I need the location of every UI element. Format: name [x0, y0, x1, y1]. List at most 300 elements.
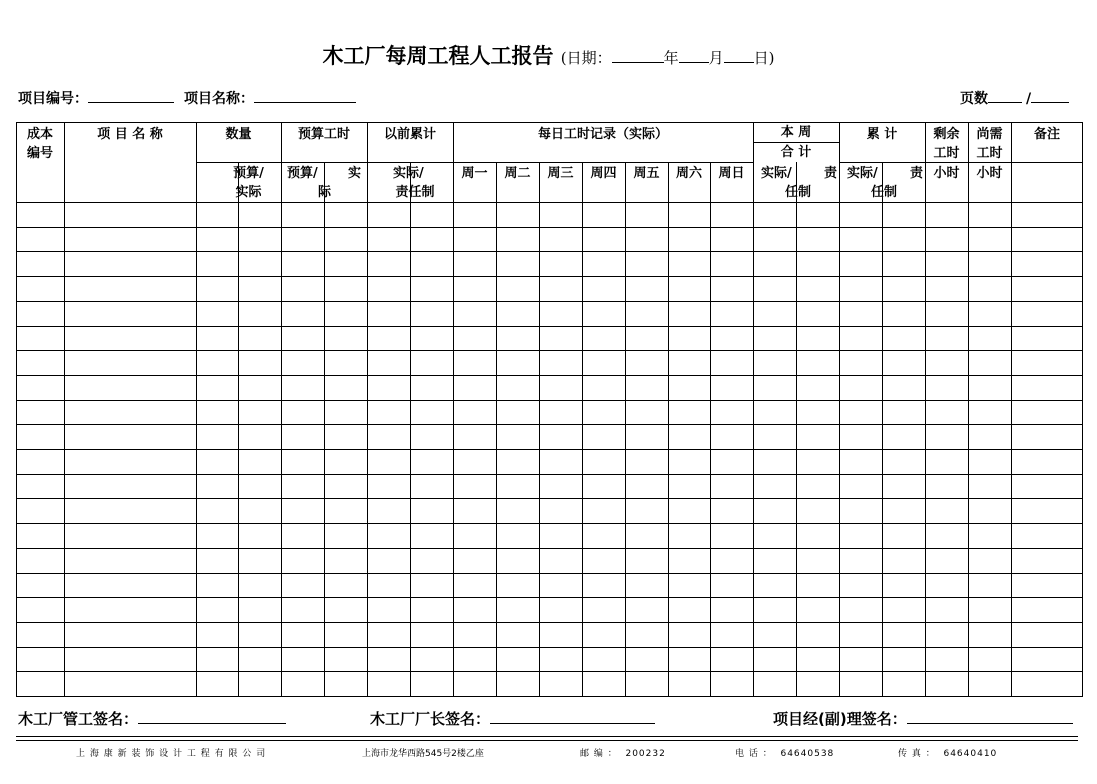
- table-cell[interactable]: [754, 351, 796, 375]
- table-cell[interactable]: [454, 203, 496, 227]
- table-cell[interactable]: [669, 425, 710, 449]
- table-cell[interactable]: [282, 574, 324, 598]
- table-cell[interactable]: [1012, 672, 1083, 696]
- table-cell[interactable]: [883, 672, 925, 696]
- table-cell[interactable]: [883, 252, 925, 276]
- table-cell[interactable]: [65, 524, 196, 548]
- table-cell[interactable]: [282, 499, 324, 523]
- table-cell[interactable]: [239, 549, 281, 573]
- table-cell[interactable]: [583, 598, 625, 622]
- table-cell[interactable]: [969, 401, 1011, 425]
- table-cell[interactable]: [197, 623, 238, 647]
- table-cell[interactable]: [282, 450, 324, 474]
- table-cell[interactable]: [969, 648, 1011, 672]
- table-cell[interactable]: [239, 302, 281, 326]
- table-cell[interactable]: [754, 327, 796, 351]
- table-cell[interactable]: [926, 672, 968, 696]
- table-cell[interactable]: [497, 252, 539, 276]
- table-cell[interactable]: [969, 425, 1011, 449]
- table-cell[interactable]: [17, 425, 64, 449]
- table-cell[interactable]: [797, 376, 839, 400]
- table-cell[interactable]: [497, 648, 539, 672]
- table-cell[interactable]: [583, 327, 625, 351]
- table-cell[interactable]: [669, 351, 710, 375]
- table-cell[interactable]: [368, 450, 410, 474]
- table-cell[interactable]: [540, 598, 582, 622]
- project-no-field[interactable]: [88, 88, 174, 103]
- table-cell[interactable]: [1012, 425, 1083, 449]
- table-cell[interactable]: [454, 648, 496, 672]
- table-cell[interactable]: [368, 351, 410, 375]
- table-cell[interactable]: [669, 302, 710, 326]
- table-cell[interactable]: [282, 425, 324, 449]
- table-cell[interactable]: [540, 327, 582, 351]
- table-cell[interactable]: [454, 499, 496, 523]
- table-cell[interactable]: [197, 524, 238, 548]
- table-cell[interactable]: [840, 203, 882, 227]
- table-cell[interactable]: [626, 672, 668, 696]
- table-cell[interactable]: [626, 327, 668, 351]
- table-cell[interactable]: [239, 277, 281, 301]
- table-cell[interactable]: [926, 648, 968, 672]
- table-cell[interactable]: [497, 376, 539, 400]
- table-cell[interactable]: [65, 598, 196, 622]
- table-cell[interactable]: [711, 574, 753, 598]
- table-cell[interactable]: [65, 574, 196, 598]
- table-cell[interactable]: [583, 203, 625, 227]
- table-cell[interactable]: [754, 623, 796, 647]
- page-total-field[interactable]: [1031, 88, 1069, 103]
- table-cell[interactable]: [65, 203, 196, 227]
- table-cell[interactable]: [282, 252, 324, 276]
- table-cell[interactable]: [17, 376, 64, 400]
- table-cell[interactable]: [969, 228, 1011, 252]
- table-cell[interactable]: [497, 425, 539, 449]
- table-cell[interactable]: [197, 475, 238, 499]
- table-cell[interactable]: [65, 672, 196, 696]
- table-cell[interactable]: [325, 351, 367, 375]
- table-cell[interactable]: [926, 549, 968, 573]
- table-cell[interactable]: [711, 549, 753, 573]
- table-cell[interactable]: [197, 450, 238, 474]
- table-cell[interactable]: [325, 228, 367, 252]
- table-cell[interactable]: [17, 549, 64, 573]
- table-cell[interactable]: [17, 475, 64, 499]
- table-cell[interactable]: [239, 648, 281, 672]
- table-cell[interactable]: [197, 376, 238, 400]
- table-cell[interactable]: [368, 228, 410, 252]
- table-cell[interactable]: [754, 228, 796, 252]
- table-cell[interactable]: [197, 351, 238, 375]
- table-cell[interactable]: [926, 450, 968, 474]
- table-cell[interactable]: [497, 401, 539, 425]
- table-cell[interactable]: [754, 203, 796, 227]
- table-cell[interactable]: [540, 252, 582, 276]
- table-cell[interactable]: [368, 277, 410, 301]
- table-cell[interactable]: [454, 598, 496, 622]
- table-cell[interactable]: [669, 499, 710, 523]
- table-cell[interactable]: [497, 574, 539, 598]
- table-cell[interactable]: [454, 376, 496, 400]
- table-cell[interactable]: [669, 277, 710, 301]
- table-cell[interactable]: [754, 401, 796, 425]
- table-cell[interactable]: [497, 228, 539, 252]
- table-cell[interactable]: [411, 401, 453, 425]
- table-cell[interactable]: [883, 549, 925, 573]
- table-cell[interactable]: [669, 450, 710, 474]
- table-cell[interactable]: [497, 499, 539, 523]
- table-cell[interactable]: [325, 499, 367, 523]
- table-cell[interactable]: [883, 450, 925, 474]
- table-cell[interactable]: [239, 598, 281, 622]
- table-cell[interactable]: [840, 574, 882, 598]
- table-cell[interactable]: [926, 401, 968, 425]
- table-cell[interactable]: [926, 499, 968, 523]
- table-cell[interactable]: [926, 302, 968, 326]
- table-cell[interactable]: [454, 475, 496, 499]
- table-cell[interactable]: [626, 401, 668, 425]
- table-cell[interactable]: [65, 648, 196, 672]
- table-cell[interactable]: [754, 450, 796, 474]
- table-cell[interactable]: [969, 549, 1011, 573]
- table-cell[interactable]: [282, 524, 324, 548]
- table-cell[interactable]: [325, 623, 367, 647]
- table-cell[interactable]: [65, 376, 196, 400]
- table-cell[interactable]: [282, 228, 324, 252]
- table-cell[interactable]: [754, 376, 796, 400]
- table-cell[interactable]: [840, 450, 882, 474]
- table-cell[interactable]: [17, 277, 64, 301]
- table-cell[interactable]: [368, 475, 410, 499]
- table-cell[interactable]: [754, 475, 796, 499]
- table-cell[interactable]: [454, 549, 496, 573]
- table-cell[interactable]: [282, 672, 324, 696]
- table-cell[interactable]: [65, 351, 196, 375]
- table-cell[interactable]: [883, 598, 925, 622]
- table-cell[interactable]: [669, 549, 710, 573]
- table-cell[interactable]: [797, 598, 839, 622]
- table-cell[interactable]: [969, 277, 1011, 301]
- table-cell[interactable]: [17, 327, 64, 351]
- table-cell[interactable]: [840, 425, 882, 449]
- table-cell[interactable]: [497, 672, 539, 696]
- table-cell[interactable]: [197, 672, 238, 696]
- table-cell[interactable]: [325, 277, 367, 301]
- table-cell[interactable]: [969, 302, 1011, 326]
- table-cell[interactable]: [840, 252, 882, 276]
- table-cell[interactable]: [497, 450, 539, 474]
- table-cell[interactable]: [454, 450, 496, 474]
- table-cell[interactable]: [368, 327, 410, 351]
- table-cell[interactable]: [926, 252, 968, 276]
- table-cell[interactable]: [325, 598, 367, 622]
- table-cell[interactable]: [754, 252, 796, 276]
- table-cell[interactable]: [969, 252, 1011, 276]
- table-cell[interactable]: [969, 672, 1011, 696]
- table-cell[interactable]: [1012, 277, 1083, 301]
- day-blank[interactable]: [724, 48, 754, 63]
- table-cell[interactable]: [754, 672, 796, 696]
- table-cell[interactable]: [65, 450, 196, 474]
- table-cell[interactable]: [583, 475, 625, 499]
- table-cell[interactable]: [17, 672, 64, 696]
- table-cell[interactable]: [197, 327, 238, 351]
- table-cell[interactable]: [325, 475, 367, 499]
- table-cell[interactable]: [883, 475, 925, 499]
- table-cell[interactable]: [65, 252, 196, 276]
- table-cell[interactable]: [926, 376, 968, 400]
- table-cell[interactable]: [282, 623, 324, 647]
- table-cell[interactable]: [797, 672, 839, 696]
- table-cell[interactable]: [325, 203, 367, 227]
- year-blank[interactable]: [612, 48, 664, 63]
- table-cell[interactable]: [711, 425, 753, 449]
- table-cell[interactable]: [583, 228, 625, 252]
- table-cell[interactable]: [969, 450, 1011, 474]
- table-cell[interactable]: [411, 672, 453, 696]
- table-cell[interactable]: [239, 203, 281, 227]
- table-cell[interactable]: [583, 277, 625, 301]
- table-cell[interactable]: [669, 376, 710, 400]
- table-cell[interactable]: [840, 302, 882, 326]
- table-cell[interactable]: [282, 598, 324, 622]
- table-cell[interactable]: [797, 252, 839, 276]
- table-cell[interactable]: [840, 475, 882, 499]
- table-cell[interactable]: [711, 450, 753, 474]
- table-cell[interactable]: [411, 376, 453, 400]
- table-cell[interactable]: [368, 203, 410, 227]
- table-cell[interactable]: [1012, 524, 1083, 548]
- table-cell[interactable]: [883, 277, 925, 301]
- table-cell[interactable]: [711, 648, 753, 672]
- table-cell[interactable]: [454, 277, 496, 301]
- table-cell[interactable]: [583, 425, 625, 449]
- table-cell[interactable]: [540, 475, 582, 499]
- table-cell[interactable]: [17, 623, 64, 647]
- table-cell[interactable]: [969, 574, 1011, 598]
- table-cell[interactable]: [411, 574, 453, 598]
- table-cell[interactable]: [840, 499, 882, 523]
- table-cell[interactable]: [282, 376, 324, 400]
- table-cell[interactable]: [197, 574, 238, 598]
- table-cell[interactable]: [626, 648, 668, 672]
- table-cell[interactable]: [926, 475, 968, 499]
- table-cell[interactable]: [239, 574, 281, 598]
- table-cell[interactable]: [454, 401, 496, 425]
- table-cell[interactable]: [411, 549, 453, 573]
- table-cell[interactable]: [1012, 574, 1083, 598]
- table-cell[interactable]: [840, 277, 882, 301]
- table-cell[interactable]: [669, 401, 710, 425]
- table-cell[interactable]: [883, 401, 925, 425]
- table-cell[interactable]: [797, 524, 839, 548]
- table-cell[interactable]: [282, 351, 324, 375]
- table-cell[interactable]: [411, 351, 453, 375]
- table-cell[interactable]: [65, 499, 196, 523]
- table-cell[interactable]: [583, 549, 625, 573]
- table-cell[interactable]: [711, 327, 753, 351]
- table-cell[interactable]: [540, 574, 582, 598]
- table-cell[interactable]: [17, 648, 64, 672]
- table-cell[interactable]: [411, 598, 453, 622]
- table-cell[interactable]: [1012, 450, 1083, 474]
- table-cell[interactable]: [926, 574, 968, 598]
- table-cell[interactable]: [454, 252, 496, 276]
- table-cell[interactable]: [969, 327, 1011, 351]
- table-cell[interactable]: [65, 302, 196, 326]
- table-cell[interactable]: [17, 351, 64, 375]
- table-cell[interactable]: [840, 401, 882, 425]
- table-cell[interactable]: [325, 549, 367, 573]
- table-cell[interactable]: [368, 499, 410, 523]
- table-cell[interactable]: [411, 252, 453, 276]
- table-cell[interactable]: [197, 252, 238, 276]
- table-cell[interactable]: [969, 376, 1011, 400]
- table-cell[interactable]: [711, 598, 753, 622]
- table-cell[interactable]: [17, 252, 64, 276]
- table-cell[interactable]: [669, 327, 710, 351]
- table-cell[interactable]: [1012, 623, 1083, 647]
- table-cell[interactable]: [239, 228, 281, 252]
- month-blank[interactable]: [679, 48, 709, 63]
- table-cell[interactable]: [540, 623, 582, 647]
- table-cell[interactable]: [754, 549, 796, 573]
- table-cell[interactable]: [797, 425, 839, 449]
- table-cell[interactable]: [797, 499, 839, 523]
- table-cell[interactable]: [711, 228, 753, 252]
- table-cell[interactable]: [883, 425, 925, 449]
- table-cell[interactable]: [797, 203, 839, 227]
- table-cell[interactable]: [540, 549, 582, 573]
- table-cell[interactable]: [711, 623, 753, 647]
- table-cell[interactable]: [926, 524, 968, 548]
- table-cell[interactable]: [17, 574, 64, 598]
- table-cell[interactable]: [540, 672, 582, 696]
- table-cell[interactable]: [669, 623, 710, 647]
- table-cell[interactable]: [411, 327, 453, 351]
- table-cell[interactable]: [497, 598, 539, 622]
- table-cell[interactable]: [65, 623, 196, 647]
- table-cell[interactable]: [325, 672, 367, 696]
- table-cell[interactable]: [883, 574, 925, 598]
- table-cell[interactable]: [325, 376, 367, 400]
- table-cell[interactable]: [926, 623, 968, 647]
- table-cell[interactable]: [540, 648, 582, 672]
- table-cell[interactable]: [282, 401, 324, 425]
- table-cell[interactable]: [197, 302, 238, 326]
- table-cell[interactable]: [17, 524, 64, 548]
- table-cell[interactable]: [626, 574, 668, 598]
- table-cell[interactable]: [583, 672, 625, 696]
- table-cell[interactable]: [797, 475, 839, 499]
- table-cell[interactable]: [926, 203, 968, 227]
- table-cell[interactable]: [669, 524, 710, 548]
- table-cell[interactable]: [669, 648, 710, 672]
- table-cell[interactable]: [197, 499, 238, 523]
- table-cell[interactable]: [583, 376, 625, 400]
- table-cell[interactable]: [540, 401, 582, 425]
- table-cell[interactable]: [711, 351, 753, 375]
- table-cell[interactable]: [1012, 598, 1083, 622]
- table-cell[interactable]: [368, 252, 410, 276]
- table-cell[interactable]: [797, 327, 839, 351]
- table-cell[interactable]: [197, 203, 238, 227]
- table-cell[interactable]: [883, 524, 925, 548]
- table-cell[interactable]: [540, 351, 582, 375]
- table-cell[interactable]: [197, 598, 238, 622]
- table-cell[interactable]: [754, 648, 796, 672]
- table-cell[interactable]: [797, 648, 839, 672]
- table-cell[interactable]: [282, 648, 324, 672]
- table-cell[interactable]: [325, 574, 367, 598]
- table-cell[interactable]: [754, 302, 796, 326]
- table-cell[interactable]: [583, 623, 625, 647]
- table-cell[interactable]: [239, 425, 281, 449]
- table-cell[interactable]: [325, 450, 367, 474]
- table-cell[interactable]: [669, 203, 710, 227]
- table-cell[interactable]: [239, 401, 281, 425]
- table-cell[interactable]: [411, 475, 453, 499]
- table-cell[interactable]: [969, 203, 1011, 227]
- table-cell[interactable]: [883, 327, 925, 351]
- table-cell[interactable]: [669, 475, 710, 499]
- table-cell[interactable]: [711, 277, 753, 301]
- table-cell[interactable]: [282, 475, 324, 499]
- table-cell[interactable]: [926, 228, 968, 252]
- table-cell[interactable]: [1012, 252, 1083, 276]
- table-cell[interactable]: [840, 648, 882, 672]
- table-cell[interactable]: [583, 351, 625, 375]
- table-cell[interactable]: [583, 524, 625, 548]
- table-cell[interactable]: [239, 376, 281, 400]
- table-cell[interactable]: [883, 623, 925, 647]
- table-cell[interactable]: [754, 499, 796, 523]
- table-cell[interactable]: [883, 648, 925, 672]
- table-cell[interactable]: [197, 425, 238, 449]
- table-cell[interactable]: [239, 623, 281, 647]
- table-cell[interactable]: [411, 450, 453, 474]
- table-cell[interactable]: [711, 401, 753, 425]
- table-cell[interactable]: [65, 549, 196, 573]
- table-cell[interactable]: [282, 302, 324, 326]
- table-cell[interactable]: [282, 203, 324, 227]
- table-cell[interactable]: [325, 401, 367, 425]
- table-cell[interactable]: [17, 228, 64, 252]
- table-cell[interactable]: [840, 623, 882, 647]
- table-cell[interactable]: [368, 648, 410, 672]
- table-cell[interactable]: [325, 302, 367, 326]
- table-cell[interactable]: [626, 623, 668, 647]
- table-cell[interactable]: [368, 425, 410, 449]
- table-cell[interactable]: [197, 549, 238, 573]
- table-cell[interactable]: [454, 228, 496, 252]
- table-cell[interactable]: [669, 598, 710, 622]
- table-cell[interactable]: [65, 228, 196, 252]
- table-cell[interactable]: [840, 549, 882, 573]
- table-cell[interactable]: [17, 499, 64, 523]
- table-cell[interactable]: [969, 623, 1011, 647]
- table-cell[interactable]: [411, 277, 453, 301]
- table-cell[interactable]: [626, 252, 668, 276]
- table-cell[interactable]: [926, 425, 968, 449]
- table-cell[interactable]: [711, 475, 753, 499]
- table-cell[interactable]: [368, 623, 410, 647]
- table-cell[interactable]: [454, 672, 496, 696]
- table-cell[interactable]: [17, 203, 64, 227]
- table-cell[interactable]: [754, 524, 796, 548]
- table-cell[interactable]: [626, 598, 668, 622]
- table-cell[interactable]: [197, 277, 238, 301]
